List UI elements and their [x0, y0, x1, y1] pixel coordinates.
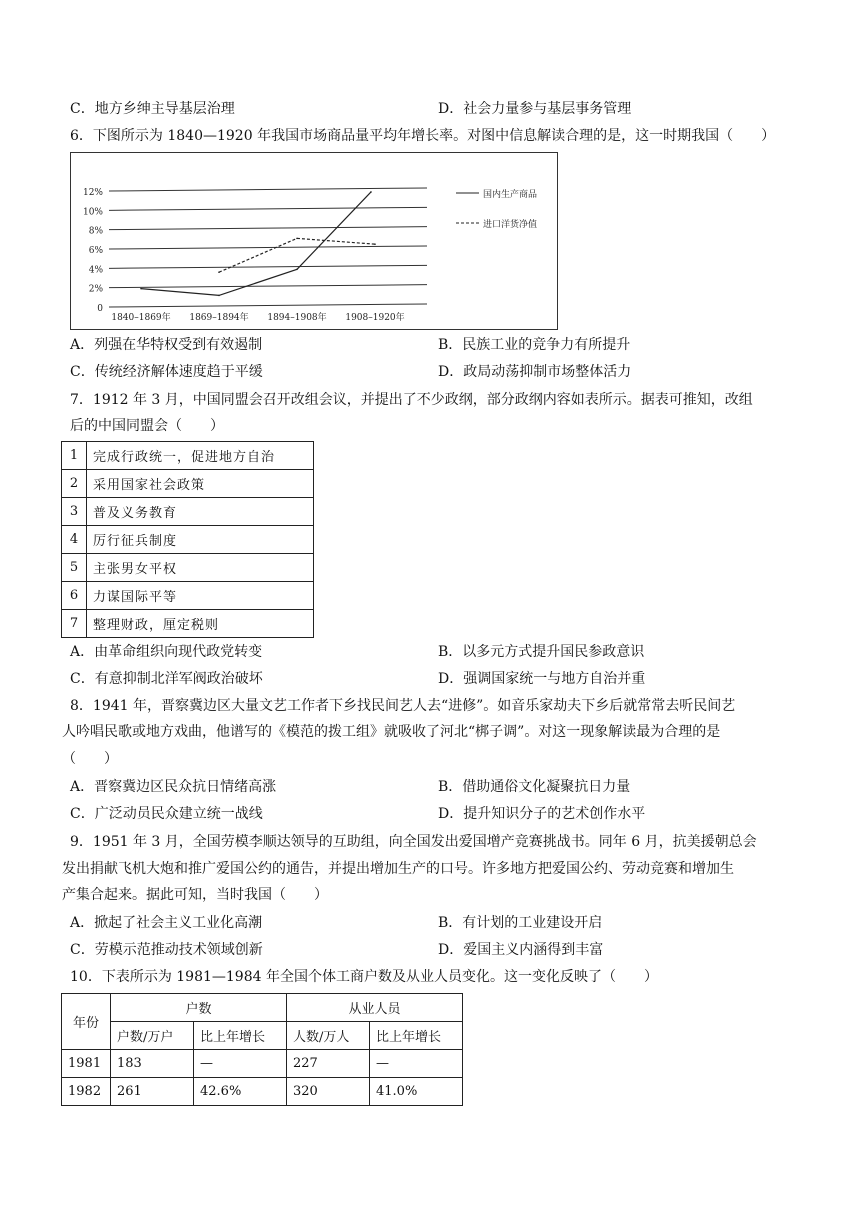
q7-stem-line2: 后的中国同盟会（ ） — [70, 418, 224, 434]
table-cell: 1982 — [62, 1078, 111, 1106]
q10-sub-header: 户数/万户 — [111, 1022, 194, 1050]
y-tick-label: 2% — [88, 284, 103, 295]
legend-label: 进口洋货净值 — [483, 220, 538, 230]
q8-option-c: C．广泛动员民众建立统一战线 — [70, 806, 263, 822]
table-cell: 320 — [287, 1078, 370, 1106]
q10-sub-header: 比上年增长 — [370, 1022, 463, 1050]
q10-sub-header: 人数/万人 — [287, 1022, 370, 1050]
q8-stem-line2: 人吟唱民歌或地方戏曲，他谱写的《模范的拨工组》就吸收了河北“梆子调”。对这一现象解读最为合理的是 — [62, 724, 721, 740]
policy-item: 普及义务教育 — [87, 498, 314, 526]
policy-item: 整理财政，厘定税则 — [87, 610, 314, 638]
q7-stem-line1: 7．1912 年 3 月，中国同盟会召开改组会议，并提出了不少政纲，部分政纲内容如表所示。据表可推知，改组 — [70, 392, 753, 408]
row-number: 5 — [62, 554, 87, 582]
policy-item: 完成行政统一，促进地方自治 — [87, 442, 314, 470]
q7-option-c: C．有意抑制北洋军阀政治破坏 — [70, 671, 263, 687]
table-cell: — — [370, 1050, 463, 1078]
q5-option-c: C．地方乡绅主导基层治理 — [70, 101, 235, 117]
policy-item: 厉行征兵制度 — [87, 526, 314, 554]
q6-option-a: A．列强在华特权受到有效遏制 — [70, 337, 263, 353]
gridline — [109, 188, 427, 191]
data-point — [218, 295, 220, 297]
table-row — [62, 554, 314, 582]
q8-stem-line1: 8．1941 年，晋察冀边区大量文艺工作者下乡找民间艺人去“进修”。如音乐家劫夫下乡后就常常去听民间艺 — [70, 698, 736, 714]
table-cell: — — [194, 1050, 287, 1078]
table-row — [62, 442, 314, 470]
row-number: 6 — [62, 582, 87, 610]
q8-option-b: B．借助通俗文化凝聚抗日力量 — [438, 779, 631, 795]
table-cell: 41.0% — [370, 1078, 463, 1106]
q6-chart — [70, 152, 558, 330]
x-tick-label: 1894–1908年 — [267, 313, 327, 323]
legend-label: 国内生产商品 — [483, 190, 538, 200]
q9-option-a: A．掀起了社会主义工业化高潮 — [70, 915, 263, 931]
q9-stem-line2: 发出捐献飞机大炮和推广爱国公约的通告，并提出增加生产的口号。许多地方把爱国公约、劳动竞赛和增加生 — [62, 861, 734, 877]
q9-option-b: B．有计划的工业建设开启 — [438, 915, 603, 931]
y-tick-label: 0 — [97, 304, 103, 314]
q8-option-a: A．晋察冀边区民众抗日情绪高涨 — [70, 779, 277, 795]
gridline — [109, 227, 427, 230]
table-cell: 183 — [111, 1050, 194, 1078]
row-number: 1 — [62, 442, 87, 470]
q5-option-d: D．社会力量参与基层事务管理 — [438, 101, 632, 117]
policy-item: 主张男女平权 — [87, 554, 314, 582]
row-number: 7 — [62, 610, 87, 638]
q9-option-d: D．爱国主义内涵得到丰富 — [438, 942, 604, 958]
y-tick-label: 12% — [82, 188, 103, 198]
q10-year-header: 年份 — [62, 994, 111, 1050]
q8-stem-line3: （ ） — [62, 751, 118, 767]
series-line — [141, 192, 371, 295]
gridline — [109, 265, 427, 268]
data-point — [218, 271, 220, 273]
gridline — [109, 207, 427, 210]
y-tick-label: 6% — [88, 246, 103, 256]
y-tick-label: 4% — [88, 265, 103, 276]
table-row — [62, 470, 314, 498]
table-cell: 1981 — [62, 1050, 111, 1078]
data-point — [296, 238, 298, 240]
gridline — [109, 285, 427, 288]
data-point — [370, 191, 372, 193]
gridline — [109, 246, 427, 249]
q6-option-c: C．传统经济解体速度趋于平缓 — [70, 364, 263, 380]
q7-option-a: A．由革命组织向现代政党转变 — [70, 644, 263, 660]
table-row — [62, 1078, 463, 1106]
q7-option-b: B．以多元方式提升国民参政意识 — [438, 644, 645, 660]
y-tick-label: 8% — [88, 226, 103, 237]
q6-line-chart — [71, 153, 557, 329]
policy-item: 采用国家社会政策 — [87, 470, 314, 498]
q10-stem: 10．下表所示为 1981—1984 年全国个体工商户数及从业人员变化。这一变化反映了（ ） — [70, 969, 658, 985]
q10-group1-header: 户数 — [111, 994, 287, 1022]
table-row — [62, 526, 314, 554]
row-number: 4 — [62, 526, 87, 554]
q9-stem-line1: 9．1951 年 3 月，全国劳模李顺达领导的互助组，向全国发出爱国增产竞赛挑战书。同年 6 月，抗美援朝总会 — [70, 834, 757, 850]
q9-option-c: C．劳模示范推动技术领域创新 — [70, 942, 263, 958]
q9-stem-line3: 产集合起来。据此可知，当时我国（ ） — [62, 887, 328, 903]
y-tick-label: 10% — [82, 207, 103, 218]
table-cell: 42.6% — [194, 1078, 287, 1106]
table-cell: 261 — [111, 1078, 194, 1106]
data-point — [296, 269, 298, 271]
q10-sub-header: 比上年增长 — [194, 1022, 287, 1050]
q8-option-d: D．提升知识分子的艺术创作水平 — [438, 806, 646, 822]
row-number: 2 — [62, 470, 87, 498]
table-row — [62, 610, 314, 638]
table-row — [62, 1050, 463, 1078]
q6-stem: 6．下图所示为 1840—1920 年我国市场商品量平均年增长率。对图中信息解读合理的是，这一时期我国（ ） — [70, 128, 776, 144]
q10-group2-header: 从业人员 — [287, 994, 463, 1022]
q7-option-d: D．强调国家统一与地方自治并重 — [438, 671, 646, 687]
data-point — [374, 243, 376, 245]
q6-option-b: B．民族工业的竞争力有所提升 — [438, 337, 631, 353]
gridline — [109, 304, 427, 307]
x-tick-label: 1840–1869年 — [111, 313, 171, 323]
table-cell: 227 — [287, 1050, 370, 1078]
policy-item: 力谋国际平等 — [87, 582, 314, 610]
row-number: 3 — [62, 498, 87, 526]
table-row — [62, 582, 314, 610]
q10-table — [61, 993, 463, 1106]
q7-table — [61, 441, 314, 638]
data-point — [140, 288, 142, 290]
table-row — [62, 498, 314, 526]
q6-option-d: D．政局动荡抑制市场整体活力 — [438, 364, 632, 380]
x-tick-label: 1869–1894年 — [189, 313, 249, 323]
x-tick-label: 1908–1920年 — [345, 313, 405, 323]
